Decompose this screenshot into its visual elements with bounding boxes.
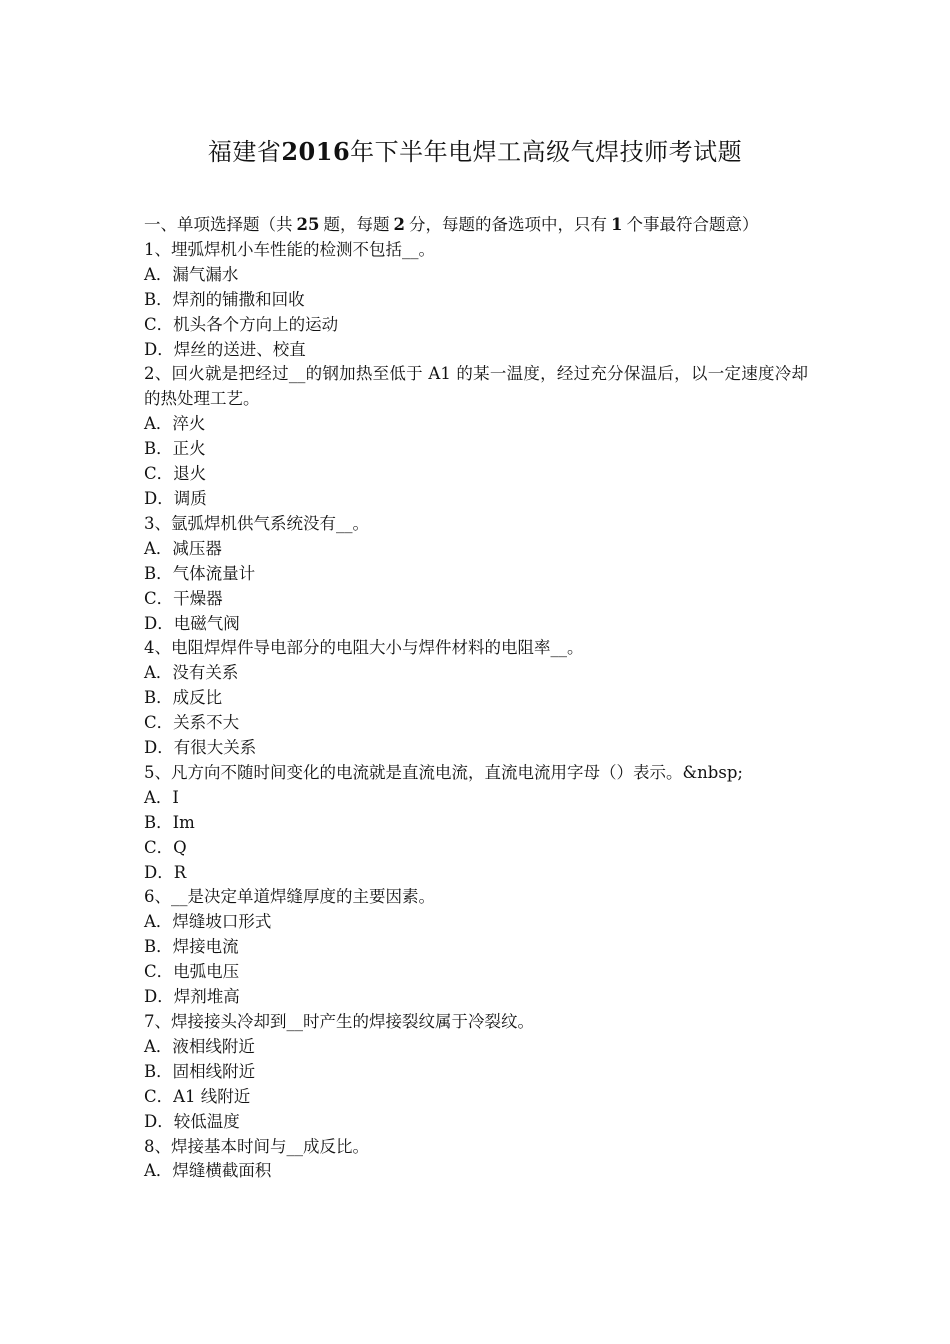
answer-option: B．正火 [144,439,206,459]
answer-option: A．漏气漏水 [144,264,239,284]
section-suffix: 个事最符合题意） [626,215,759,234]
title-part2: 年下半年电焊工高级气焊技师考试题 [350,138,743,166]
answer-option: D．R [144,862,187,882]
answer-option: D．焊丝的送进、校直 [144,339,306,359]
answer-option: A．淬火 [144,414,206,434]
answer-option: C．退火 [144,464,207,484]
answer-option: C．电弧电压 [144,962,240,982]
answer-option: A．减压器 [144,538,222,558]
answer-option: B．焊剂的铺撒和回收 [144,289,305,309]
answer-option: A．I [144,787,179,807]
answer-option: D．电磁气阀 [144,613,240,633]
answer-option: C．干燥器 [144,588,223,608]
answer-option: C．Q [144,837,187,857]
question-stem: 5、凡方向不随时间变化的电流就是直流电流，直流电流用字母（）表示。&nbsp; [144,762,743,782]
answer-option: B．气体流量计 [144,563,256,583]
answer-option: A．焊缝坡口形式 [144,912,272,932]
section-points: 2 [393,215,405,234]
answer-option: D．较低温度 [144,1111,240,1131]
answer-option: C．A1 线附近 [144,1086,251,1106]
title-part1: 福建省 [207,138,282,166]
answer-option: A．液相线附近 [144,1036,255,1056]
question-stem: 1、埋弧焊机小车性能的检测不包括__。 [144,239,435,259]
document-title [0,135,950,169]
question-stem: 2、回火就是把经过__的钢加热至低于 A1 的某一温度，经过充分保温后，以一定速度冷却的热处理工艺。 [144,364,808,409]
answer-option: B．Im [144,812,195,832]
question-stem: 3、氩弧焊机供气系统没有__。 [144,513,369,533]
question-stem: 7、焊接接头冷却到__时产生的焊接裂纹属于冷裂纹。 [144,1012,534,1031]
question-stem: 8、焊接基本时间与__成反比。 [144,1136,369,1156]
answer-option: C．关系不大 [144,713,240,733]
section-heading [144,213,808,238]
section-mid1: 题，每题 [323,215,390,234]
question-stem: 6、__是决定单道焊缝厚度的主要因素。 [144,887,435,907]
answer-option: D．焊剂堆高 [144,987,240,1007]
answer-option: B．固相线附近 [144,1061,256,1081]
answer-option: D．调质 [144,488,207,508]
answer-option: A．没有关系 [144,663,239,683]
document-body [144,213,808,1184]
section-prefix: 一、单项选择题（共 [144,215,293,234]
section-one: 1 [610,215,623,234]
answer-option: B．焊接电流 [144,937,239,957]
title-year: 2016 [281,137,351,166]
answer-option: B．成反比 [144,688,223,708]
section-count: 25 [296,215,320,234]
answer-option: D．有很大关系 [144,738,257,758]
question-stem: 4、电阻焊焊件导电部分的电阻大小与焊件材料的电阻率__。 [144,638,584,658]
section-mid2: 分，每题的备选项中，只有 [408,215,607,234]
answer-option: C．机头各个方向上的运动 [144,314,339,334]
answer-option: A．焊缝横截面积 [144,1161,272,1181]
